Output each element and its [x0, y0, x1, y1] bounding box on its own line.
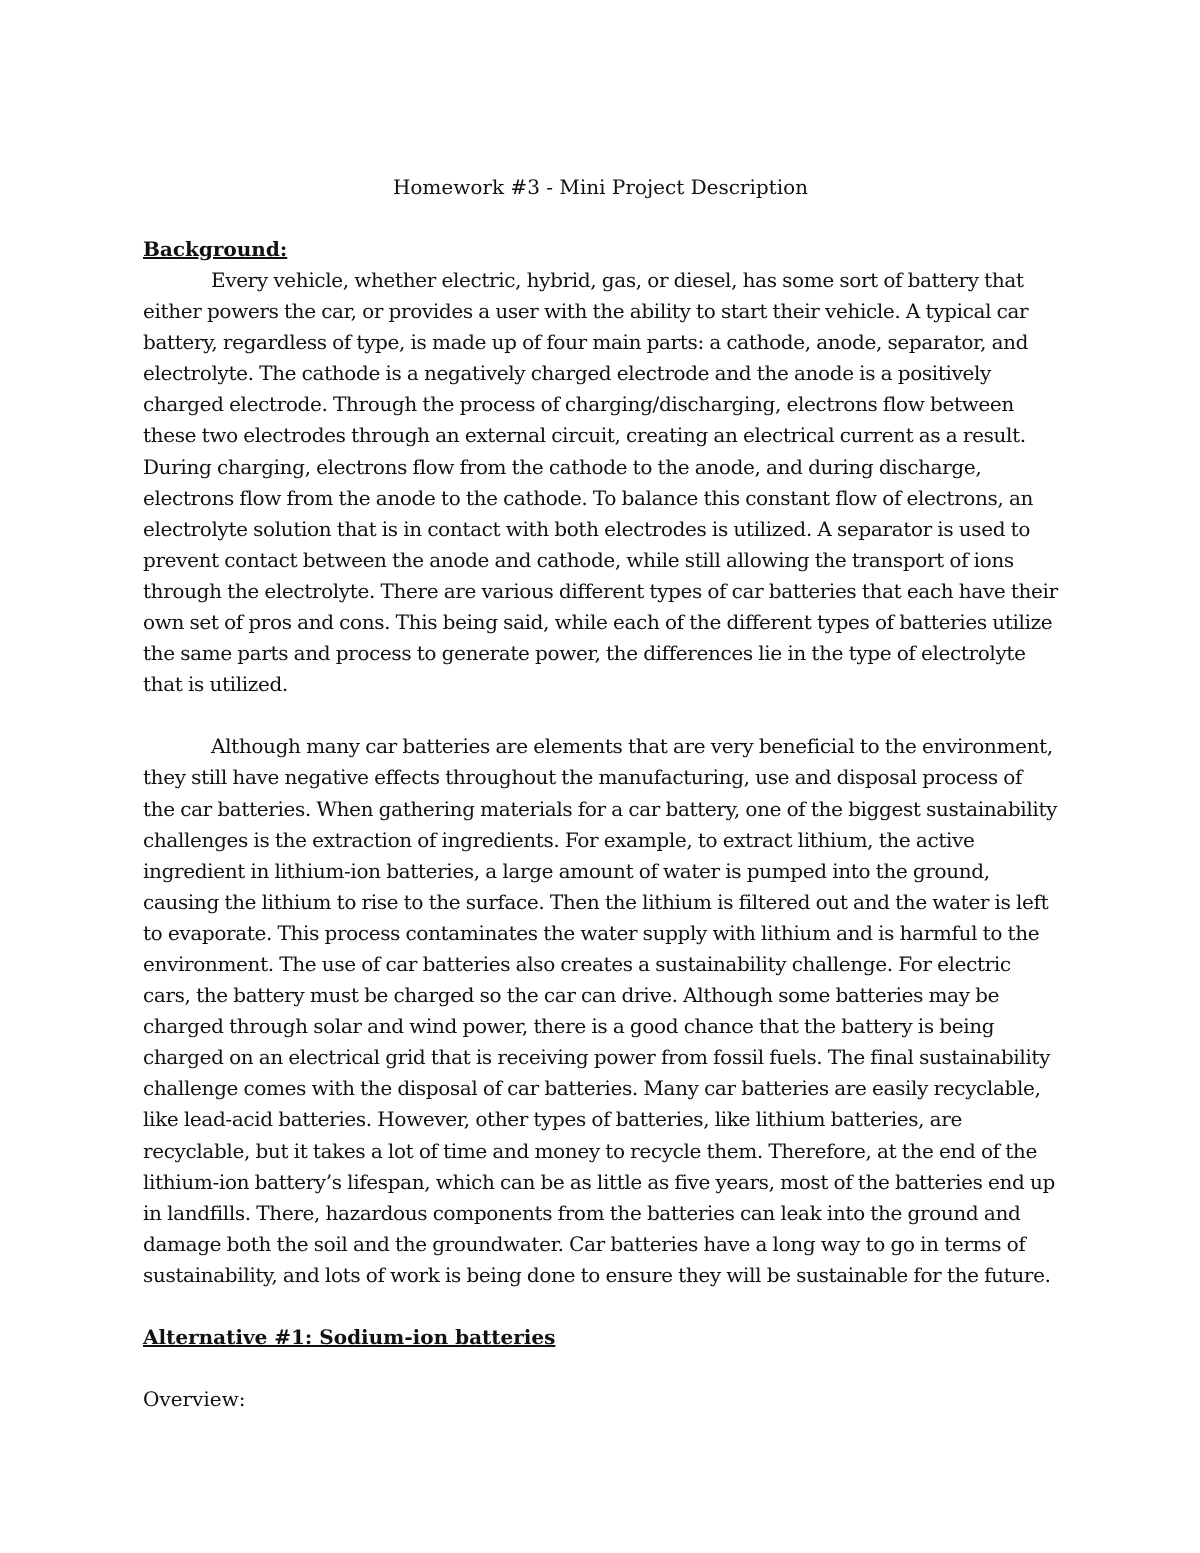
overview-label: Overview:	[143, 1387, 246, 1411]
document-title: Homework #3 - Mini Project Description	[392, 175, 809, 199]
alternative-heading: Alternative #1: Sodium-ion batteries	[143, 1325, 556, 1349]
background-paragraph-1: Every vehicle, whether electric, hybrid, gas, or diesel, has some sort of battery that either powers the car, or provides a user with the ability to start their vehicle. A typical car battery, regardless of type, is made up of four main parts: a cathode, anode, separator, and electrolyte. The cathode is a negatively charged electrode and the anode is a positively charged electrode. Through the process of charging/discharging, electrons flow between these two electrodes through an external circuit, creating an electrical current as a result. During charging, electrons flow from the cathode to the anode, and during discharge, electrons flow from the anode to the cathode. To balance this constant flow of electrons, an electrolyte solution that is in contact with both electrodes is utilized. A separator is used to prevent contact between the anode and cathode, while still allowing the transport of ions through the electrolyte. There are various different types of car batteries that each have their own set of pros and cons. This being said, while each of the different types of batteries utilize the same parts and process to generate power, the differences lie in the type of electrolyte that is utilized.	[143, 268, 1058, 697]
background-heading: Background:	[143, 237, 288, 261]
background-paragraph-2: Although many car batteries are elements that are very beneficial to the environment, they still have negative effects throughout the manufacturing, use and disposal process of the car batteries. When gathering materials for a car battery, one of the biggest sustainability challenges is the extraction of ingredients. For example, to extract lithium, the active ingredient in lithium-ion batteries, a large amount of water is pumped into the ground, causing the lithium to rise to the surface. Then the lithium is filtered out and the water is left to evaporate. This process contaminates the water supply with lithium and is harmful to the environment. The use of car batteries also creates a sustainability challenge. For electric cars, the battery must be charged so the car can drive. Although some batteries may be charged through solar and wind power, there is a good chance that the battery is being charged on an electrical grid that is receiving power from fossil fuels. The final sustainability challenge comes with the disposal of car batteries. Many car batteries are easily recyclable, like lead-acid batteries. However, other types of batteries, like lithium batteries, are recyclable, but it takes a lot of time and money to recycle them. Therefore, at the end of the lithium-ion battery’s lifespan, which can be as little as five years, most of the batteries end up in landfills. There, hazardous components from the batteries can leak into the ground and damage both the soil and the groundwater. Car batteries have a long way to go in terms of sustainability, and lots of work is being done to ensure they will be sustainable for the future.	[143, 734, 1058, 1287]
document-page	[143, 172, 1058, 1415]
